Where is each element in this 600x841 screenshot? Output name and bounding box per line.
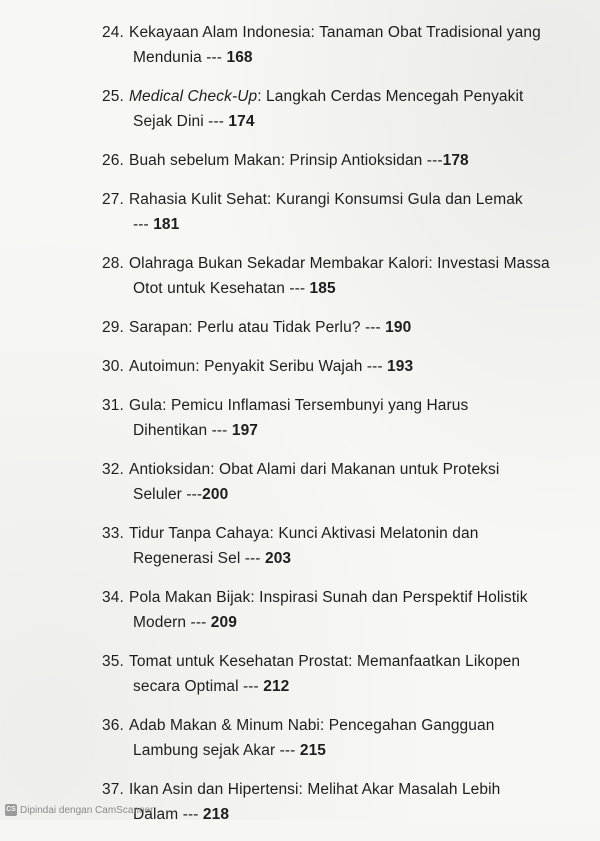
toc-entry-title: Sarapan: Perlu atau Tidak Perlu? --- bbox=[129, 319, 386, 336]
toc-page-number: 190 bbox=[385, 319, 412, 336]
toc-page-number: 215 bbox=[299, 742, 327, 759]
toc-page-number: 168 bbox=[226, 49, 253, 66]
toc-entry-number: 32. bbox=[102, 461, 124, 478]
toc-entry-number: 26. bbox=[102, 152, 124, 169]
toc-entry-number: 25. bbox=[102, 88, 124, 105]
toc-entry-title-continued: secara Optimal --- bbox=[133, 678, 264, 695]
toc-entry-title: Adab Makan & Minum Nabi: Pencegahan Gangguan bbox=[129, 717, 495, 734]
toc-entry-29 bbox=[0, 315, 600, 340]
toc-entry-30 bbox=[0, 354, 600, 379]
toc-entry-27 bbox=[0, 187, 600, 237]
toc-page-number: 200 bbox=[202, 486, 229, 503]
toc-entry-number: 24. bbox=[102, 24, 124, 41]
toc-entry-title-continued: Dihentikan --- bbox=[133, 422, 232, 439]
toc-entry-title: Buah sebelum Makan: Prinsip Antioksidan --- bbox=[129, 152, 443, 169]
toc-entry-title: Pola Makan Bijak: Inspirasi Sunah dan Perspektif Holistik bbox=[129, 589, 528, 606]
toc-page-number: 218 bbox=[202, 806, 230, 823]
toc-entry-title-continued: Lambung sejak Akar --- bbox=[133, 742, 300, 759]
toc-entry-number: 28. bbox=[102, 255, 124, 272]
camscanner-logo-icon: CS bbox=[5, 804, 17, 816]
toc-entry-title: Tidur Tanpa Cahaya: Kunci Aktivasi Melatonin dan bbox=[129, 525, 479, 542]
toc-entry-34 bbox=[0, 585, 600, 635]
toc-entry-title-continued: Dalam --- bbox=[133, 806, 203, 823]
toc-entry-number: 29. bbox=[102, 319, 124, 336]
toc-entry-title: : Langkah Cerdas Mencegah Penyakit bbox=[257, 88, 524, 105]
toc-entry-title-continued: Regenerasi Sel --- bbox=[133, 550, 265, 567]
toc-page-number: 178 bbox=[442, 152, 469, 169]
watermark-text: Dipindai dengan CamScanner bbox=[20, 804, 154, 816]
toc-entry-36 bbox=[0, 713, 600, 763]
toc-entry-title: Gula: Pemicu Inflamasi Tersembunyi yang Harus bbox=[129, 397, 469, 414]
toc-entry-24 bbox=[0, 20, 600, 70]
toc-entry-title: Autoimun: Penyakit Seribu Wajah --- bbox=[129, 358, 388, 375]
toc-entry-33 bbox=[0, 521, 600, 571]
toc-entry-number: 33. bbox=[102, 525, 124, 542]
toc-page-number: 197 bbox=[231, 422, 259, 439]
scanner-watermark bbox=[5, 804, 153, 816]
toc-entry-title-continued: Sejak Dini --- bbox=[133, 113, 229, 130]
toc-entry-31 bbox=[0, 393, 600, 443]
toc-page-number: 193 bbox=[387, 358, 414, 375]
toc-entry-number: 27. bbox=[102, 191, 124, 208]
toc-entry-title-continued: Mendunia --- bbox=[133, 49, 227, 66]
toc-entry-title-continued: Seluler --- bbox=[133, 486, 203, 503]
toc-page-number: 203 bbox=[264, 550, 292, 567]
toc-entry-32 bbox=[0, 457, 600, 507]
toc-entry-title-continued: Otot untuk Kesehatan --- bbox=[133, 280, 310, 297]
toc-entry-26 bbox=[0, 148, 600, 173]
toc-entry-number: 37. bbox=[102, 781, 124, 798]
toc-entry-number: 31. bbox=[102, 397, 124, 414]
toc-entry-number: 36. bbox=[102, 717, 124, 734]
table-of-contents bbox=[0, 20, 600, 841]
toc-entry-title-italic: Medical Check-Up bbox=[129, 88, 258, 105]
toc-entry-title: Rahasia Kulit Sehat: Kurangi Konsumsi Gula dan Lemak bbox=[129, 191, 523, 208]
toc-entry-title: Olahraga Bukan Sekadar Membakar Kalori: Investasi Massa bbox=[129, 255, 550, 272]
toc-entry-title: Antioksidan: Obat Alami dari Makanan untuk Proteksi bbox=[129, 461, 500, 478]
toc-entry-35 bbox=[0, 649, 600, 699]
toc-entry-title-continued: Modern --- bbox=[133, 614, 211, 631]
toc-entry-number: 30. bbox=[102, 358, 124, 375]
toc-entry-title: Tomat untuk Kesehatan Prostat: Memanfaatkan Likopen bbox=[129, 653, 521, 670]
toc-page-number: 209 bbox=[210, 614, 237, 631]
toc-entry-title: Ikan Asin dan Hipertensi: Melihat Akar Masalah Lebih bbox=[129, 781, 501, 798]
toc-entry-title: Kekayaan Alam Indonesia: Tanaman Obat Tradisional yang bbox=[129, 24, 541, 41]
toc-entry-28 bbox=[0, 251, 600, 301]
toc-page-number: 212 bbox=[263, 678, 290, 695]
toc-page-number: 174 bbox=[228, 113, 255, 130]
toc-entry-title-continued: --- bbox=[133, 216, 154, 233]
toc-entry-number: 34. bbox=[102, 589, 124, 606]
toc-entry-number: 35. bbox=[102, 653, 124, 670]
toc-page-number: 181 bbox=[153, 216, 180, 233]
toc-page-number: 185 bbox=[309, 280, 336, 297]
toc-entry-25 bbox=[0, 84, 600, 134]
